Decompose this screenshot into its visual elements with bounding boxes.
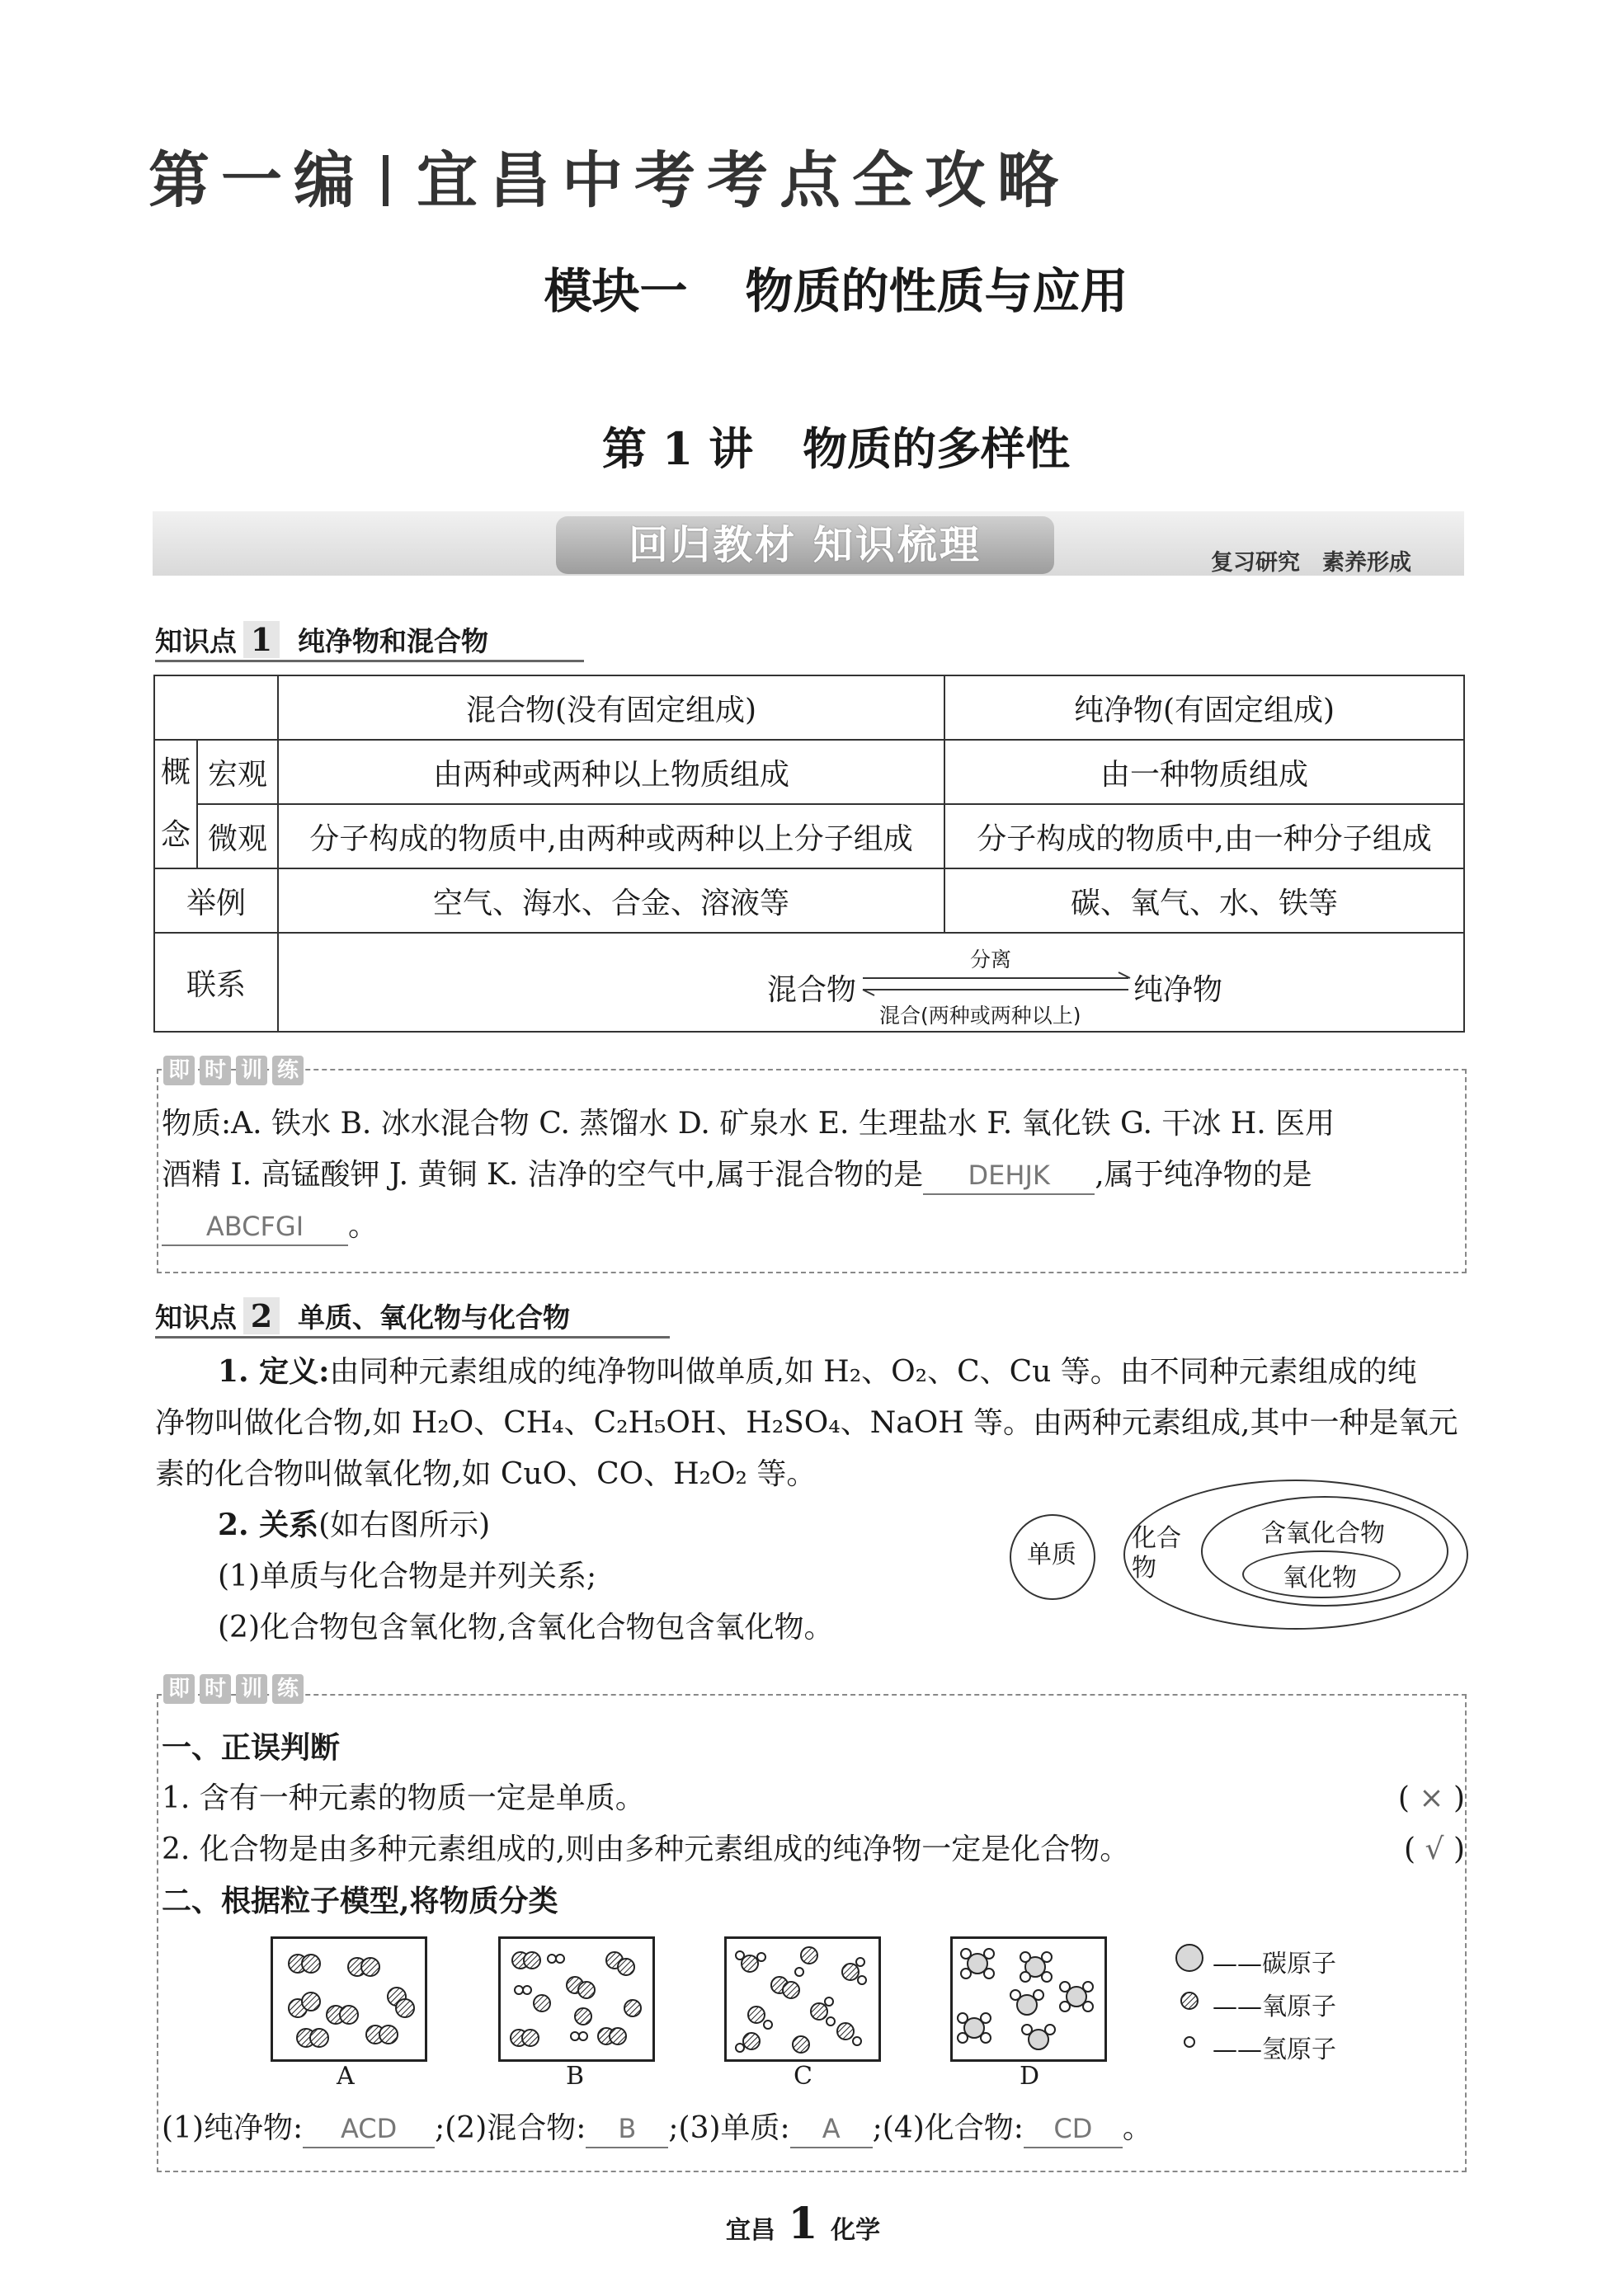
particle-model-d: [953, 1939, 1104, 2059]
relation-paragraph: 2. 关系(如右图所示) (1)单质与化合物是并列关系; (2)化合物包含氧化物,含氧化合物包含氧化物。: [218, 1508, 834, 1644]
answer-element: A: [790, 2110, 873, 2148]
banner-label: 回归教材 知识梳理: [556, 516, 1054, 574]
box-label-d: D: [1020, 2062, 1040, 2091]
table-row-label: 宏观: [197, 740, 278, 804]
arrow-label-separate: 分离: [970, 948, 1012, 972]
table-concept-label: 概念: [154, 740, 197, 868]
diagram-compound-label: 化合物: [1132, 1524, 1181, 1583]
particle-model-b: [501, 1939, 652, 2059]
diagram-element-label: 单质: [1027, 1541, 1076, 1569]
table-row-label: 举例: [154, 868, 278, 933]
table-row-label: 微观: [197, 804, 278, 868]
judge-answer-2: ( √ ): [1404, 1833, 1465, 1866]
diagram-oxide-label: 氧化物: [1283, 1564, 1357, 1593]
box-label-c: C: [794, 2062, 812, 2091]
table-cell: 分子构成的物质中,由一种分子组成: [944, 804, 1464, 868]
diagram-oxygen-compound-label: 含氧化合物: [1261, 1519, 1385, 1548]
table-row-label: 联系: [154, 933, 278, 1032]
table-corner: [154, 675, 278, 740]
answer-mixture: B: [586, 2110, 668, 2148]
table-cell: 分子构成的物质中,由两种或两种以上分子组成: [278, 804, 944, 868]
page-footer: 宜昌 1 化学: [725, 2199, 881, 2249]
table-cell: 由两种或两种以上物质组成: [278, 740, 944, 804]
table-header-mixture: 混合物(没有固定组成): [278, 675, 944, 740]
table-cell: 由一种物质组成: [944, 740, 1464, 804]
answer-pure-substance: ACD: [303, 2110, 435, 2148]
answer-mixture: DEHJK: [923, 1157, 1095, 1195]
knowledge-point-2-heading: 知识点 2 单质、氧化物与化合物: [155, 1297, 570, 1334]
arrow-label-mix: 混合(两种或两种以上): [879, 1004, 1081, 1028]
judge-section: 一、正误判断 1. 含有一种元素的物质一定是单质。 ( × ) 2. 化合物是由多种元素组成的,则由多种元素组成的纯净物一定是化合物。 ( √ ) 二、根据粒子模型,将物质分类: [162, 1730, 1465, 1918]
practice-1-question: 物质:A. 铁水 B. 冰水混合物 C. 蒸馏水 D. 矿泉水 E. 生理盐水 F. 氧化铁 G. 干冰 H. 医用 酒精 I. 高锰酸钾 J. 黄铜 K. 洁净的空气中,属于混合物的是 DEHJK ,属于纯净物的是 ABCFGI 。: [162, 1099, 1465, 1252]
heading-underline: [155, 1336, 670, 1339]
answer-compound: CD: [1024, 2110, 1123, 2148]
particle-model-a: [273, 1939, 425, 2059]
knowledge-point-1-heading: 知识点 1 纯净物和混合物: [155, 621, 488, 658]
banner-subtitle: 复习研究 素养形成: [1211, 550, 1411, 576]
particle-box-d: [950, 1936, 1107, 2062]
table-link-cell: 混合物 分离 混合(两种或两种以上) 纯净物: [278, 933, 1464, 1032]
atom-legend-icons: [1170, 1940, 1211, 2055]
lesson-title: 第 1 讲 物质的多样性: [601, 422, 1071, 475]
table-header-pure: 纯净物(有固定组成): [944, 675, 1464, 740]
title-divider: [383, 155, 389, 206]
answer-pure: ABCFGI: [162, 1208, 348, 1246]
atom-legend: ——碳原子 ——氧原子 ——氢原子: [1213, 1950, 1336, 2064]
part-title: 第一编 宜昌中考考点全攻略: [148, 145, 1070, 216]
practice-tag: 即 时 训 练: [163, 1674, 308, 1704]
judge-answer-1: ( × ): [1397, 1781, 1465, 1815]
particle-box-c: [724, 1936, 881, 2062]
table-cell: 空气、海水、合金、溶液等: [278, 868, 944, 933]
module-title: 模块一 物质的性质与应用: [544, 263, 1128, 319]
practice-tag: 即 时 训 练: [163, 1056, 308, 1085]
box-label-b: B: [566, 2062, 585, 2091]
table-cell: 碳、氧气、水、铁等: [944, 868, 1464, 933]
heading-underline: [155, 660, 584, 662]
comparison-table: [153, 675, 1465, 1033]
page-number: 1: [788, 2199, 818, 2249]
classification-answers: (1)纯净物: ACD ;(2)混合物: B ;(3)单质: A ;(4)化合物: CD 。: [162, 2103, 1152, 2154]
box-label-a: A: [337, 2062, 355, 2091]
definition-paragraph: 1. 定义:由同种元素组成的纯净物叫做单质,如 H₂、O₂、C、Cu 等。由不同种元素组成的纯 净物叫做化合物,如 H₂O、CH₄、C₂H₅OH、H₂SO₄、NaOH 等。由两种元素组成,其中一种是氧元 素的化合物叫做氧化物,如 CuO、CO、H₂O₂ 等。: [155, 1354, 1458, 1491]
reversible-arrow-icon: [856, 970, 1137, 1000]
particle-model-c: [727, 1939, 878, 2059]
particle-box-b: [498, 1936, 655, 2062]
particle-box-a: [271, 1936, 427, 2062]
